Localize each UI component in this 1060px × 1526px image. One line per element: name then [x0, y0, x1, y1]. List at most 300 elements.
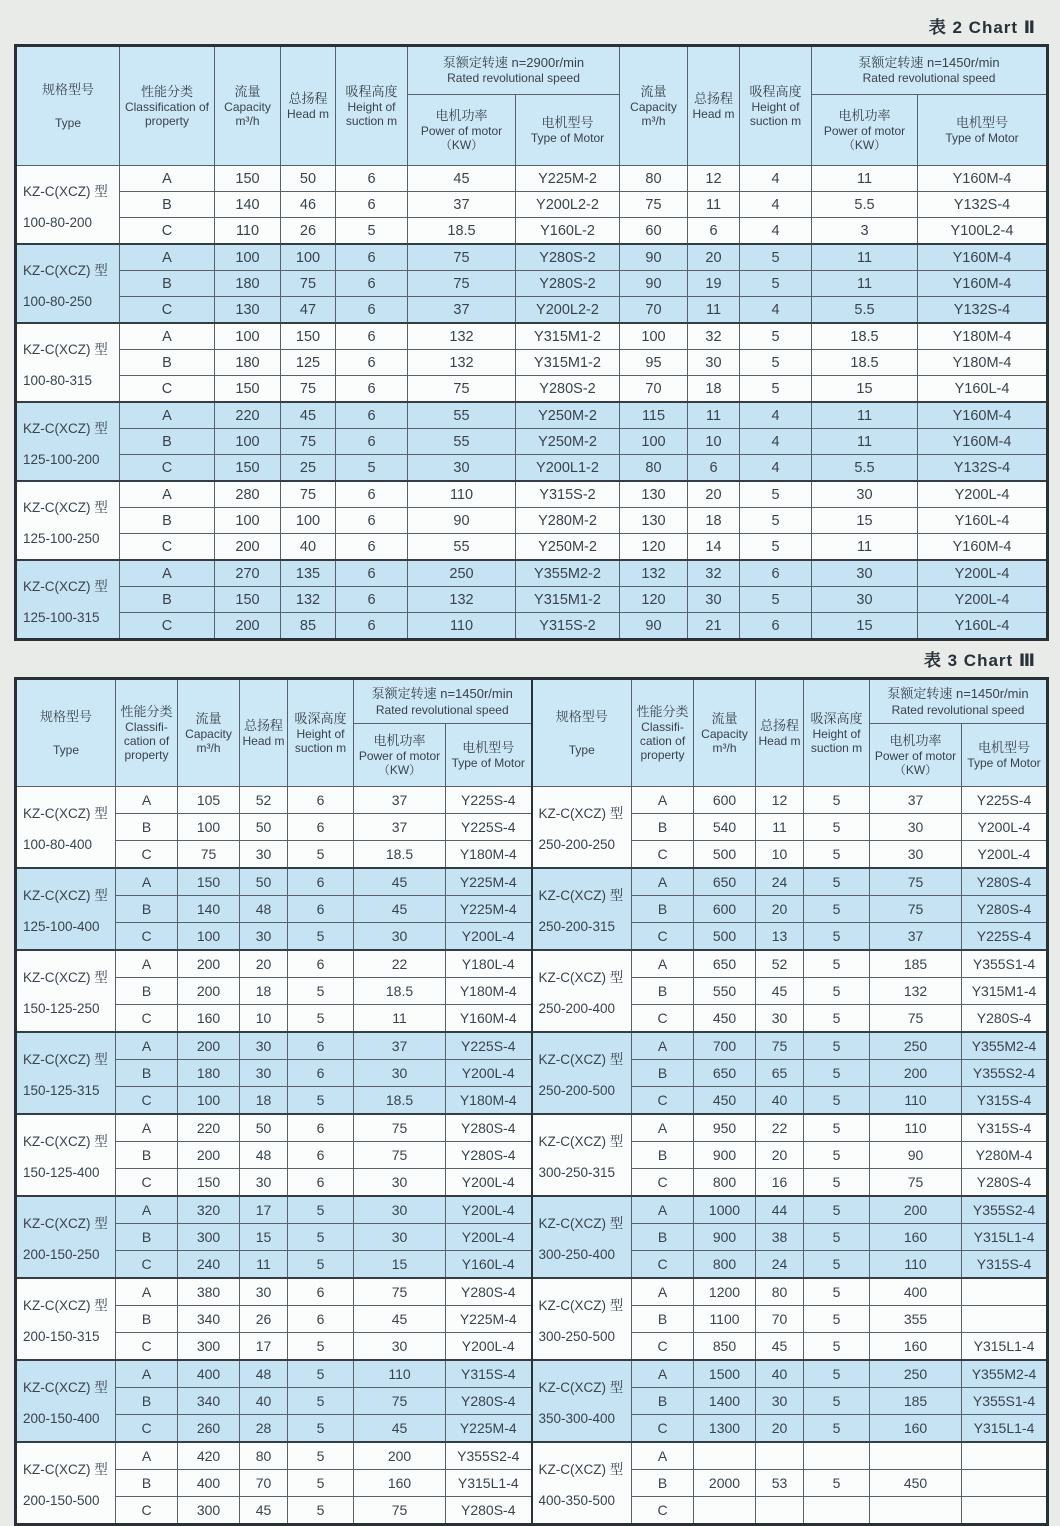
head-cell: 150	[281, 323, 336, 350]
suction-cell: 5	[804, 1470, 870, 1497]
suction-cell: 5	[804, 1415, 870, 1443]
power-cell: 11	[812, 429, 918, 455]
capacity-cell: 105	[178, 787, 240, 814]
pump-size: 200-150-250	[23, 1247, 100, 1262]
head-cell: 24	[756, 868, 804, 896]
capacity-cell	[694, 1442, 756, 1470]
power-cell: 15	[354, 1251, 446, 1279]
head-cell: 11	[756, 814, 804, 841]
pump-type-cell	[16, 787, 116, 869]
head-cell: 50	[281, 166, 336, 192]
head-cell: 85	[281, 613, 336, 640]
suction-cell: 6	[336, 481, 408, 508]
head-cell: 15	[240, 1224, 288, 1251]
suction-cell: 5	[740, 534, 812, 561]
head-cell: 17	[240, 1196, 288, 1224]
suction-cell: 5	[804, 1005, 870, 1033]
capacity-cell: 100	[620, 323, 688, 350]
motor-cell: Y160L-4	[918, 376, 1048, 403]
pump-type-cell	[532, 868, 632, 950]
table-row	[16, 350, 1048, 376]
suction-cell: 6	[288, 1306, 354, 1333]
pump-type-cell	[16, 244, 120, 323]
capacity-cell: 150	[215, 166, 281, 192]
power-cell: 11	[354, 1005, 446, 1033]
class-cell: A	[120, 244, 215, 271]
power-cell: 22	[354, 950, 446, 978]
head-cell: 32	[688, 560, 740, 587]
pump-model: KZ-C(XCZ) 型	[23, 1216, 108, 1231]
head-cell: 125	[281, 350, 336, 376]
motor-cell: Y225S-4	[962, 787, 1048, 814]
suction-cell: 6	[336, 350, 408, 376]
capacity-cell: 340	[178, 1306, 240, 1333]
class-cell: C	[632, 1087, 694, 1115]
motor-cell: Y280S-4	[446, 1497, 532, 1525]
pump-type-cell	[16, 1278, 116, 1360]
capacity-cell: 200	[215, 534, 281, 561]
capacity-cell	[694, 1497, 756, 1525]
head-cell: 48	[240, 1142, 288, 1169]
pump-model: KZ-C(XCZ) 型	[538, 1216, 624, 1231]
head-cell: 75	[281, 429, 336, 455]
class-cell: B	[116, 896, 178, 923]
suction-cell: 5	[336, 455, 408, 482]
head-cell: 30	[240, 1032, 288, 1060]
head-cell: 75	[756, 1032, 804, 1060]
motor-cell: Y315M1-2	[516, 323, 620, 350]
power-cell: 30	[408, 455, 516, 482]
capacity-cell: 100	[178, 1087, 240, 1115]
head-cell: 50	[240, 814, 288, 841]
suction-cell: 6	[336, 560, 408, 587]
pump-model: KZ-C(XCZ) 型	[538, 1052, 624, 1067]
class-cell: A	[120, 402, 215, 429]
head-cell: 32	[688, 323, 740, 350]
table-row	[16, 218, 1048, 245]
suction-cell: 6	[288, 814, 354, 841]
class-cell: C	[632, 923, 694, 951]
motor-cell: Y225M-4	[446, 1306, 532, 1333]
head-cell: 40	[756, 1360, 804, 1388]
capacity-cell: 2000	[694, 1470, 756, 1497]
suction-cell: 5	[804, 950, 870, 978]
head-cell: 44	[756, 1196, 804, 1224]
class-cell: A	[632, 1442, 694, 1470]
class-cell: C	[632, 841, 694, 869]
capacity-cell: 450	[694, 1005, 756, 1033]
power-cell: 200	[354, 1442, 446, 1470]
head-cell: 13	[756, 923, 804, 951]
class-cell: C	[116, 1497, 178, 1525]
motor-cell: Y200L-4	[446, 1169, 532, 1197]
pump-type-cell	[16, 1032, 116, 1114]
motor-cell	[962, 1306, 1048, 1333]
class-cell: B	[116, 1142, 178, 1169]
class-cell: A	[632, 1114, 694, 1142]
power-cell: 15	[812, 508, 918, 534]
head-cell: 12	[756, 787, 804, 814]
class-cell: A	[120, 560, 215, 587]
power-cell: 110	[408, 481, 516, 508]
head-cell: 52	[756, 950, 804, 978]
head-cell: 26	[240, 1306, 288, 1333]
pump-type-cell	[532, 787, 632, 869]
col-header-power-2900: 电机功率 Power of motor （KW）	[408, 94, 516, 165]
class-cell: C	[120, 455, 215, 482]
class-cell: C	[632, 1169, 694, 1197]
capacity-cell: 132	[620, 560, 688, 587]
motor-cell: Y315S-2	[516, 613, 620, 640]
head-cell: 80	[240, 1442, 288, 1470]
col-header-head: 总扬程 Head m	[281, 46, 336, 166]
capacity-cell: 300	[178, 1497, 240, 1525]
class-cell: C	[116, 841, 178, 869]
class-cell: C	[116, 1005, 178, 1033]
class-cell: A	[120, 481, 215, 508]
motor-cell: Y225M-4	[446, 896, 532, 923]
capacity-cell: 400	[178, 1470, 240, 1497]
pump-size: 150-125-250	[23, 1001, 100, 1016]
capacity-cell: 850	[694, 1333, 756, 1361]
table-row	[16, 868, 1048, 896]
suction-cell: 6	[336, 376, 408, 403]
motor-cell: Y315M1-2	[516, 350, 620, 376]
pump-type-cell	[532, 1196, 632, 1278]
power-cell: 30	[870, 814, 962, 841]
motor-cell: Y315M1-2	[516, 587, 620, 613]
motor-cell: Y280S-4	[962, 868, 1048, 896]
power-cell: 5.5	[812, 297, 918, 324]
table-row	[16, 166, 1048, 192]
power-cell: 400	[870, 1278, 962, 1306]
pump-model: KZ-C(XCZ) 型	[23, 420, 108, 436]
motor-cell: Y160L-4	[918, 613, 1048, 640]
suction-cell: 4	[740, 297, 812, 324]
suction-cell: 5	[804, 1032, 870, 1060]
power-cell: 110	[408, 613, 516, 640]
motor-cell: Y225M-2	[516, 166, 620, 192]
suction-cell: 6	[336, 587, 408, 613]
suction-cell: 5	[288, 1005, 354, 1033]
table-row	[16, 244, 1048, 271]
power-cell: 55	[408, 402, 516, 429]
pump-type-cell	[16, 560, 120, 640]
table-row	[16, 508, 1048, 534]
suction-cell: 6	[288, 950, 354, 978]
motor-cell: Y280S-4	[446, 1278, 532, 1306]
class-cell: C	[120, 297, 215, 324]
power-cell: 75	[408, 244, 516, 271]
pump-model: KZ-C(XCZ) 型	[23, 970, 108, 985]
suction-cell: 6	[288, 1142, 354, 1169]
motor-cell: Y315S-4	[962, 1087, 1048, 1115]
head-cell: 70	[240, 1470, 288, 1497]
pump-type-cell	[532, 1032, 632, 1114]
pump-model: KZ-C(XCZ) 型	[23, 1298, 108, 1313]
head-cell: 132	[281, 587, 336, 613]
chart2-caption: 表 2 Chart Ⅱ	[928, 18, 1036, 37]
head-cell: 50	[240, 868, 288, 896]
col-header-motor-left: 电机型号 Type of Motor	[446, 724, 532, 787]
pump-size: 300-250-500	[538, 1329, 616, 1344]
power-cell: 37	[354, 787, 446, 814]
table-row	[16, 613, 1048, 640]
pump-type-cell	[532, 950, 632, 1032]
class-cell: C	[116, 1251, 178, 1279]
motor-cell: Y200L-4	[446, 1224, 532, 1251]
motor-cell: Y250M-2	[516, 429, 620, 455]
capacity-cell: 950	[694, 1114, 756, 1142]
motor-cell: Y355M2-4	[962, 1360, 1048, 1388]
col-header-capacity-1450: 流量 Capacity m³/h	[620, 46, 688, 166]
head-cell: 45	[240, 1497, 288, 1525]
pump-type-cell	[16, 868, 116, 950]
power-cell: 75	[408, 271, 516, 297]
class-cell: C	[120, 613, 215, 640]
class-cell: C	[116, 1333, 178, 1361]
suction-cell: 6	[288, 1278, 354, 1306]
pump-model: KZ-C(XCZ) 型	[23, 183, 108, 199]
motor-cell: Y280M-2	[516, 508, 620, 534]
class-cell: A	[116, 1196, 178, 1224]
power-cell: 37	[870, 923, 962, 951]
power-cell: 37	[408, 192, 516, 218]
power-cell: 30	[812, 560, 918, 587]
suction-cell: 5	[288, 923, 354, 951]
suction-cell: 5	[288, 1087, 354, 1115]
col-header-speed-1450: 泵额定转速 n=1450r/min Rated revolutional speed	[812, 46, 1048, 95]
head-cell: 20	[756, 1415, 804, 1443]
capacity-cell: 75	[178, 841, 240, 869]
pump-size: 300-250-400	[538, 1247, 616, 1262]
capacity-cell: 100	[215, 429, 281, 455]
suction-cell: 5	[804, 1196, 870, 1224]
head-cell: 52	[240, 787, 288, 814]
class-cell: A	[632, 1032, 694, 1060]
capacity-cell: 500	[694, 923, 756, 951]
suction-cell: 5	[288, 1388, 354, 1415]
class-cell: A	[632, 1278, 694, 1306]
power-cell: 250	[408, 560, 516, 587]
capacity-cell: 900	[694, 1142, 756, 1169]
head-cell: 53	[756, 1470, 804, 1497]
motor-cell: Y132S-4	[918, 297, 1048, 324]
capacity-cell: 120	[620, 534, 688, 561]
power-cell: 37	[354, 1032, 446, 1060]
pump-size: 400-350-500	[538, 1493, 616, 1508]
capacity-cell: 180	[215, 271, 281, 297]
head-cell: 30	[240, 923, 288, 951]
capacity-cell: 120	[620, 587, 688, 613]
capacity-cell: 100	[178, 923, 240, 951]
suction-cell: 5	[804, 1278, 870, 1306]
col-header-suction-right: 吸深高度 Height of suction m	[804, 679, 870, 787]
power-cell: 11	[812, 271, 918, 297]
col-header-motor-right: 电机型号 Type of Motor	[962, 724, 1048, 787]
chart3-body	[16, 787, 1048, 1525]
power-cell: 11	[812, 402, 918, 429]
head-cell: 24	[756, 1251, 804, 1279]
motor-cell: Y280S-2	[516, 271, 620, 297]
motor-cell: Y160M-4	[446, 1005, 532, 1033]
motor-cell: Y160L-2	[516, 218, 620, 245]
capacity-cell: 80	[620, 166, 688, 192]
head-cell: 30	[756, 1005, 804, 1033]
power-cell: 45	[408, 166, 516, 192]
head-cell: 75	[281, 376, 336, 403]
suction-cell: 5	[740, 350, 812, 376]
capacity-cell: 1100	[694, 1306, 756, 1333]
table-row	[16, 1278, 1048, 1306]
chart2-table	[14, 44, 1049, 641]
head-cell: 11	[688, 297, 740, 324]
suction-cell: 5	[804, 1169, 870, 1197]
class-cell: B	[632, 814, 694, 841]
table-row	[16, 297, 1048, 324]
class-cell: B	[116, 1388, 178, 1415]
class-cell: A	[632, 868, 694, 896]
capacity-cell: 420	[178, 1442, 240, 1470]
power-cell	[870, 1497, 962, 1525]
power-cell: 200	[870, 1196, 962, 1224]
suction-cell: 5	[740, 271, 812, 297]
power-cell: 250	[870, 1032, 962, 1060]
motor-cell: Y315S-4	[962, 1114, 1048, 1142]
motor-cell: Y280S-4	[962, 896, 1048, 923]
suction-cell: 5	[804, 1224, 870, 1251]
suction-cell: 5	[288, 1224, 354, 1251]
head-cell: 20	[756, 1142, 804, 1169]
power-cell: 45	[354, 896, 446, 923]
power-cell: 18.5	[812, 350, 918, 376]
motor-cell: Y225M-4	[446, 1415, 532, 1443]
suction-cell: 6	[336, 508, 408, 534]
head-cell: 100	[281, 508, 336, 534]
capacity-cell: 200	[178, 1032, 240, 1060]
suction-cell: 5	[288, 1196, 354, 1224]
motor-cell: Y355S2-4	[962, 1060, 1048, 1087]
head-cell: 135	[281, 560, 336, 587]
motor-cell	[962, 1278, 1048, 1306]
col-header-power-left: 电机功率 Power of motor （KW）	[354, 724, 446, 787]
capacity-cell: 1500	[694, 1360, 756, 1388]
motor-cell: Y250M-2	[516, 402, 620, 429]
power-cell: 200	[870, 1060, 962, 1087]
power-cell: 37	[870, 787, 962, 814]
class-cell: A	[116, 1278, 178, 1306]
motor-cell: Y355S1-4	[962, 950, 1048, 978]
motor-cell: Y200L-4	[446, 1060, 532, 1087]
pump-type-cell	[16, 323, 120, 402]
motor-cell: Y132S-4	[918, 192, 1048, 218]
capacity-cell: 550	[694, 978, 756, 1005]
suction-cell: 5	[288, 1470, 354, 1497]
motor-cell: Y280M-4	[962, 1142, 1048, 1169]
class-cell: B	[632, 1142, 694, 1169]
capacity-cell: 130	[620, 508, 688, 534]
head-cell: 20	[756, 896, 804, 923]
class-cell: B	[120, 350, 215, 376]
class-cell: A	[116, 950, 178, 978]
power-cell: 450	[870, 1470, 962, 1497]
table-row	[16, 560, 1048, 587]
suction-cell: 5	[804, 841, 870, 869]
capacity-cell: 800	[694, 1169, 756, 1197]
class-cell: C	[632, 1497, 694, 1525]
suction-cell: 6	[336, 192, 408, 218]
head-cell: 19	[688, 271, 740, 297]
capacity-cell: 115	[620, 402, 688, 429]
suction-cell: 5	[288, 978, 354, 1005]
suction-cell: 6	[336, 244, 408, 271]
capacity-cell: 150	[215, 455, 281, 482]
capacity-cell: 70	[620, 376, 688, 403]
head-cell: 17	[240, 1333, 288, 1361]
power-cell: 30	[812, 587, 918, 613]
capacity-cell: 150	[215, 587, 281, 613]
power-cell: 11	[812, 244, 918, 271]
power-cell: 30	[354, 923, 446, 951]
motor-cell: Y160M-4	[918, 244, 1048, 271]
capacity-cell: 70	[620, 297, 688, 324]
capacity-cell: 700	[694, 1032, 756, 1060]
motor-cell: Y200L-4	[918, 560, 1048, 587]
class-cell: B	[120, 508, 215, 534]
suction-cell: 5	[288, 1415, 354, 1443]
capacity-cell: 380	[178, 1278, 240, 1306]
capacity-cell: 1300	[694, 1415, 756, 1443]
pump-model: KZ-C(XCZ) 型	[23, 1380, 108, 1395]
pump-model: KZ-C(XCZ) 型	[23, 578, 108, 594]
motor-cell: Y315M1-4	[962, 978, 1048, 1005]
capacity-cell: 180	[215, 350, 281, 376]
head-cell: 21	[688, 613, 740, 640]
head-cell: 25	[281, 455, 336, 482]
power-cell: 355	[870, 1306, 962, 1333]
table-row	[16, 323, 1048, 350]
capacity-cell: 600	[694, 787, 756, 814]
motor-cell: Y280S-4	[962, 1169, 1048, 1197]
pump-model: KZ-C(XCZ) 型	[538, 1298, 624, 1313]
pump-type-cell	[16, 481, 120, 560]
capacity-cell: 240	[178, 1251, 240, 1279]
capacity-cell: 200	[178, 978, 240, 1005]
class-cell: B	[116, 1470, 178, 1497]
power-cell: 90	[870, 1142, 962, 1169]
head-cell: 6	[688, 455, 740, 482]
head-cell: 30	[688, 587, 740, 613]
head-cell: 6	[688, 218, 740, 245]
motor-cell: Y200L-4	[918, 481, 1048, 508]
chart2-header	[16, 46, 1048, 166]
suction-cell: 5	[740, 508, 812, 534]
suction-cell: 5	[804, 1060, 870, 1087]
capacity-cell: 150	[215, 376, 281, 403]
suction-cell: 5	[804, 978, 870, 1005]
class-cell: C	[632, 1415, 694, 1443]
power-cell: 75	[354, 1497, 446, 1525]
pump-size: 250-200-315	[538, 919, 616, 934]
motor-cell: Y315L1-4	[962, 1333, 1048, 1361]
capacity-cell: 1000	[694, 1196, 756, 1224]
suction-cell: 6	[288, 1032, 354, 1060]
suction-cell: 6	[288, 787, 354, 814]
head-cell: 65	[756, 1060, 804, 1087]
suction-cell: 6	[288, 868, 354, 896]
suction-cell: 6	[288, 1114, 354, 1142]
pump-type-cell	[16, 950, 116, 1032]
